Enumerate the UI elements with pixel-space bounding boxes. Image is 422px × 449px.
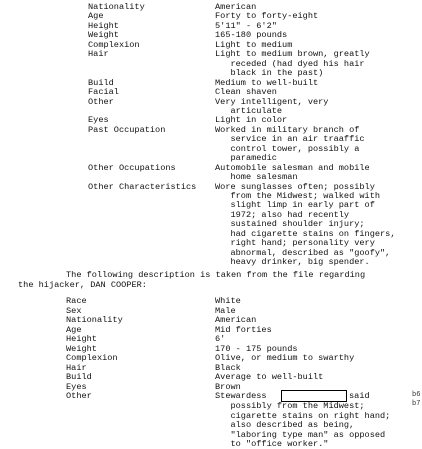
cooper-row-value: Mid forties <box>215 324 272 335</box>
cooper-row-label: Age <box>66 324 82 335</box>
suspect-row-label: Age <box>88 11 104 22</box>
suspect-row-value: control tower, possibly a <box>215 143 360 154</box>
suspect-row-value: Clean shaven <box>215 87 277 98</box>
suspect-row-label: Height <box>88 20 119 31</box>
suspect-row-value: Worked in military branch of <box>215 124 360 135</box>
suspect-row-value: from the Midwest; walked with <box>215 191 381 201</box>
cooper-row-label: Nationality <box>66 315 123 325</box>
cooper-row-label: Height <box>66 334 97 344</box>
suspect-row-value: 165-180 pounds <box>215 30 288 41</box>
suspect-row-value: slight limp in early part of <box>215 200 375 211</box>
cooper-row-value: Brown <box>215 381 241 392</box>
transition-line-2: the hijacker, DAN COOPER: <box>18 280 147 290</box>
suspect-row-value: had cigarette stains on fingers, <box>215 228 396 239</box>
suspect-row-label: Other <box>88 96 114 107</box>
cooper-row-label: Race <box>66 296 87 306</box>
suspect-row-label: Other Occupations <box>88 162 176 173</box>
suspect-row-label: Eyes <box>88 115 109 126</box>
suspect-row-value: articulate <box>215 105 283 116</box>
cooper-row-value: American <box>215 315 257 325</box>
cooper-row-value: Average to well-built <box>215 372 324 382</box>
cooper-other-line: possibly from the Midwest; <box>215 401 365 411</box>
suspect-row-value: 1972; also had recently <box>215 209 350 220</box>
cooper-row-value: Olive, or medium to swarthy <box>215 353 355 363</box>
suspect-row-label: Other Characteristics <box>88 181 197 192</box>
suspect-row-value: Wore sunglasses often; possibly <box>215 181 375 192</box>
suspect-row-value: black in the past) <box>215 68 324 79</box>
cooper-row-label: Complexion <box>66 353 118 363</box>
suspect-row-label: Weight <box>88 30 119 41</box>
cooper-other-prefix: Stewardess <box>215 391 267 401</box>
suspect-row-value: Automobile salesman and mobile <box>215 162 370 173</box>
suspect-row-label: Hair <box>88 49 109 60</box>
cooper-row-label: Weight <box>66 343 97 354</box>
cooper-other-line: "laboring type man" as opposed <box>215 429 386 440</box>
cooper-row-value: White <box>215 296 241 306</box>
suspect-row-value: Light to medium brown, greatly <box>215 49 370 60</box>
suspect-row-value: heavy drinker, big spender. <box>215 257 370 268</box>
suspect-row-value: American <box>215 2 257 12</box>
suspect-row-value: Very intelligent, very <box>215 96 329 107</box>
cooper-row-value: Male <box>215 305 236 316</box>
transition-line-1: The following description is taken from the file regarding <box>66 270 366 280</box>
suspect-row-value: Light in color <box>215 115 288 126</box>
suspect-row-label: Complexion <box>88 39 140 50</box>
cooper-other-suffix: said <box>349 391 370 401</box>
cooper-row-label: Build <box>66 372 92 382</box>
suspect-row-label: Facial <box>88 87 119 98</box>
cooper-row-value: 170 - 175 pounds <box>215 343 298 354</box>
suspect-row-label: Nationality <box>88 2 145 12</box>
suspect-row-value: 5'11" - 6'2" <box>215 20 277 31</box>
cooper-other-line: also described as being, <box>215 420 355 430</box>
suspect-row-value: sustained shoulder injury; <box>215 219 365 230</box>
margin-note-b6: b6 <box>412 391 421 399</box>
cooper-other-line: cigarette stains on right hand; <box>215 410 391 421</box>
suspect-row-label: Past Occupation <box>88 124 166 135</box>
suspect-row-value: Medium to well-built <box>215 77 319 88</box>
suspect-row-value: receded (had dyed his hair <box>215 58 365 69</box>
suspect-row-value: service in an air traaffic <box>215 134 365 145</box>
cooper-other-label: Other <box>66 391 92 401</box>
margin-note-b7: b7 <box>412 400 421 408</box>
cooper-other-line: to "office worker." <box>215 439 329 449</box>
suspect-row-value: right hand; personality very <box>215 238 375 249</box>
cooper-row-label: Hair <box>66 362 87 373</box>
cooper-row-value: 6' <box>215 334 226 344</box>
cooper-row-label: Eyes <box>66 381 87 392</box>
cooper-row-label: Sex <box>66 305 82 316</box>
suspect-row-value: Forty to forty-eight <box>215 11 319 22</box>
suspect-row-value: Light to medium <box>215 39 293 50</box>
cooper-row-value: Black <box>215 362 241 373</box>
suspect-row-label: Build <box>88 77 114 88</box>
suspect-row-value: home salesman <box>215 172 298 183</box>
suspect-row-value: abnormal, described as "goofy", <box>215 247 391 258</box>
suspect-row-value: paramedic <box>215 153 277 164</box>
